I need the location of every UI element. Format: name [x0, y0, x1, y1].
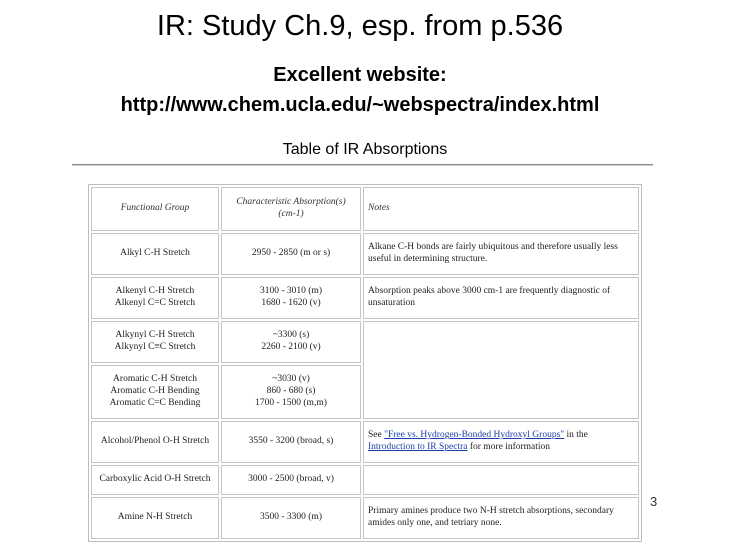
cell-absorption [221, 365, 361, 419]
header-functional-group: Functional Group [91, 187, 219, 231]
cell-functional-group [91, 497, 219, 539]
ir-absorption-table [88, 184, 642, 542]
notes-text: in the [564, 430, 588, 441]
group-line: Alkynyl C-H Stretch [115, 330, 195, 341]
cell-functional-group [91, 421, 219, 463]
cell-absorption [221, 421, 361, 463]
group-line: Amine N-H Stretch [117, 512, 193, 523]
cell-absorption [221, 321, 361, 363]
absorption-line: ~3300 (s) [272, 330, 310, 341]
cell-functional-group [91, 277, 219, 319]
absorption-line: 860 - 680 (s) [266, 386, 316, 397]
cell-notes: Primary amines produce two N-H stretch absorptions, secondary amides only one, and tetriary none. [363, 497, 639, 539]
group-line: Aromatic C=C Bending [109, 397, 201, 408]
group-line: Alkynyl C≡C Stretch [114, 342, 196, 352]
group-line: Alkenyl C-H Stretch [115, 286, 195, 297]
absorption-line: ~3030 (v) [272, 374, 310, 385]
cell-notes: Absorption peaks above 3000 cm-1 are frequently diagnostic of unsaturation [363, 277, 639, 319]
page-number: 3 [650, 494, 658, 509]
cell-functional-group [91, 321, 219, 363]
cell-notes-empty [363, 465, 639, 495]
absorption-line: 3000 - 2500 (broad, v) [248, 474, 334, 485]
group-line: Alcohol/Phenol O-H Stretch [100, 436, 210, 447]
table-row [91, 233, 639, 275]
group-line: Alkenyl C=C Stretch [114, 298, 196, 308]
group-line: Carboxylic Acid O-H Stretch [99, 474, 211, 485]
header-characteristic-absorption [221, 187, 361, 231]
table-row [91, 497, 639, 539]
header-char-line2: (cm-1) [278, 209, 304, 219]
cell-notes [363, 421, 639, 463]
table-row [91, 421, 639, 463]
website-url: http://www.chem.ucla.edu/~webspectra/index.html [120, 94, 600, 116]
absorption-line: 1700 - 1500 (m,m) [255, 397, 327, 408]
absorption-line: 3550 - 3200 (broad, s) [248, 436, 334, 447]
table-row [91, 465, 639, 495]
absorption-line: 3500 - 3300 (m) [259, 512, 322, 523]
cell-absorption [221, 233, 361, 275]
cell-functional-group [91, 233, 219, 275]
table-caption: Table of IR Absorptions [282, 141, 448, 158]
table-header-row [91, 187, 639, 231]
cell-functional-group [91, 465, 219, 495]
website-label: Excellent website: [273, 64, 447, 86]
absorption-line: 2260 - 2100 (v) [261, 342, 321, 352]
cell-notes-empty [363, 321, 639, 419]
absorption-line: 1680 - 1620 (v) [261, 298, 321, 308]
cell-absorption [221, 465, 361, 495]
slide-title: IR: Study Ch.9, esp. from p.536 [156, 10, 564, 42]
absorption-line: 3100 - 3010 (m) [259, 286, 322, 297]
cell-notes: Alkane C-H bonds are fairly ubiquitous and therefore usually less useful in determining structure. [363, 233, 639, 275]
notes-text: for more information [467, 442, 551, 452]
notes-text: See [368, 430, 385, 441]
link-free-vs-hbonded-hydroxyl[interactable]: "Free vs. Hydrogen-Bonded Hydroxyl Groups" [384, 430, 565, 441]
group-line: Aromatic C-H Stretch [113, 374, 197, 385]
absorption-line: 2950 - 2850 (m or s) [251, 248, 331, 259]
cell-functional-group [91, 365, 219, 419]
table-row [91, 277, 639, 319]
caption-divider [72, 164, 653, 166]
header-notes: Notes [363, 187, 639, 231]
header-char-line1: Characteristic Absorption(s) [236, 197, 346, 208]
group-line: Alkyl C-H Stretch [120, 248, 190, 259]
cell-absorption [221, 277, 361, 319]
group-line: Aromatic C-H Bending [110, 386, 200, 397]
cell-absorption [221, 497, 361, 539]
link-intro-ir-spectra[interactable]: Introduction to IR Spectra [368, 442, 468, 452]
table-row [91, 321, 639, 363]
ir-table-region [88, 184, 642, 528]
